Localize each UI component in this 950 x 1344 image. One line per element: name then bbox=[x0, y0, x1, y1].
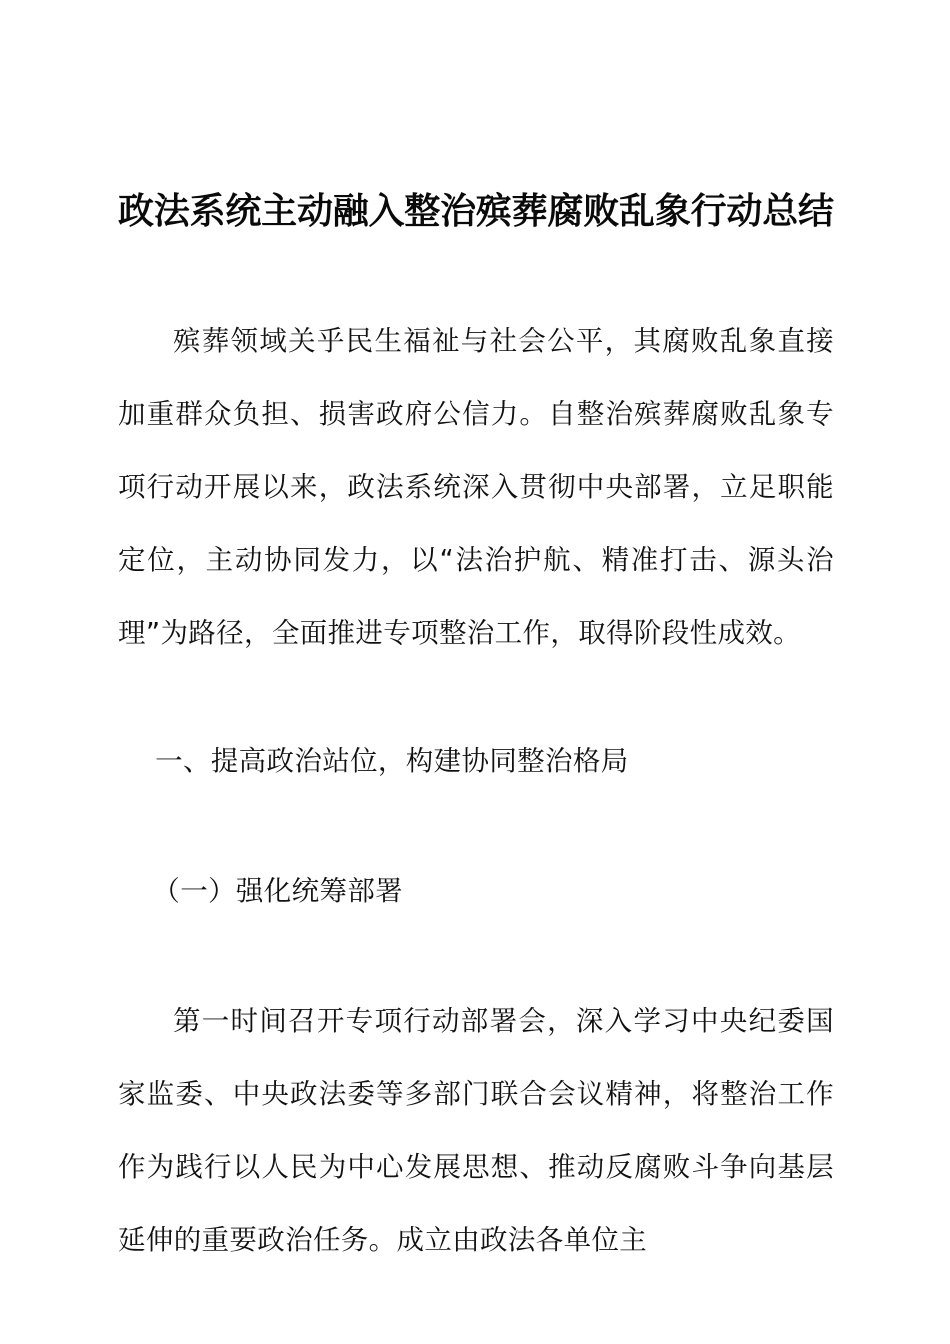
subsection-paragraph-one: 第一时间召开专项行动部署会，深入学习中央纪委国家监委、中央政法委等多部门联合会议精神，将整治工作作为践行以人民为中心发展思想、推动反腐败斗争向基层延伸的重要政治任务。成立由政法各单位主 bbox=[118, 1005, 834, 1256]
subsection-heading-one: （一）强化统筹部署 bbox=[152, 875, 404, 907]
page-title: 政法系统主动融入整治殡葬腐败乱象行动总结 bbox=[118, 191, 834, 233]
spacer-before-subsection-paragraph bbox=[118, 928, 834, 985]
section-heading-one: 一、提高政治站位，构建协同整治格局 bbox=[155, 745, 629, 777]
opening-paragraph: 殡葬领域关乎民生福祉与社会公平，其腐败乱象直接加重群众负担、损害政府公信力。自整治殡葬腐败乱象专项行动开展以来，政法系统深入贯彻中央部署，立足职能定位，主动协同发力，以“法治护航、精准打击、源头治理”为路径，全面推进专项整治工作，取得阶段性成效。 bbox=[118, 325, 834, 649]
spacer-before-section-heading bbox=[118, 670, 834, 725]
spacer-before-subsection-heading bbox=[118, 798, 834, 855]
document-body bbox=[118, 305, 834, 1277]
